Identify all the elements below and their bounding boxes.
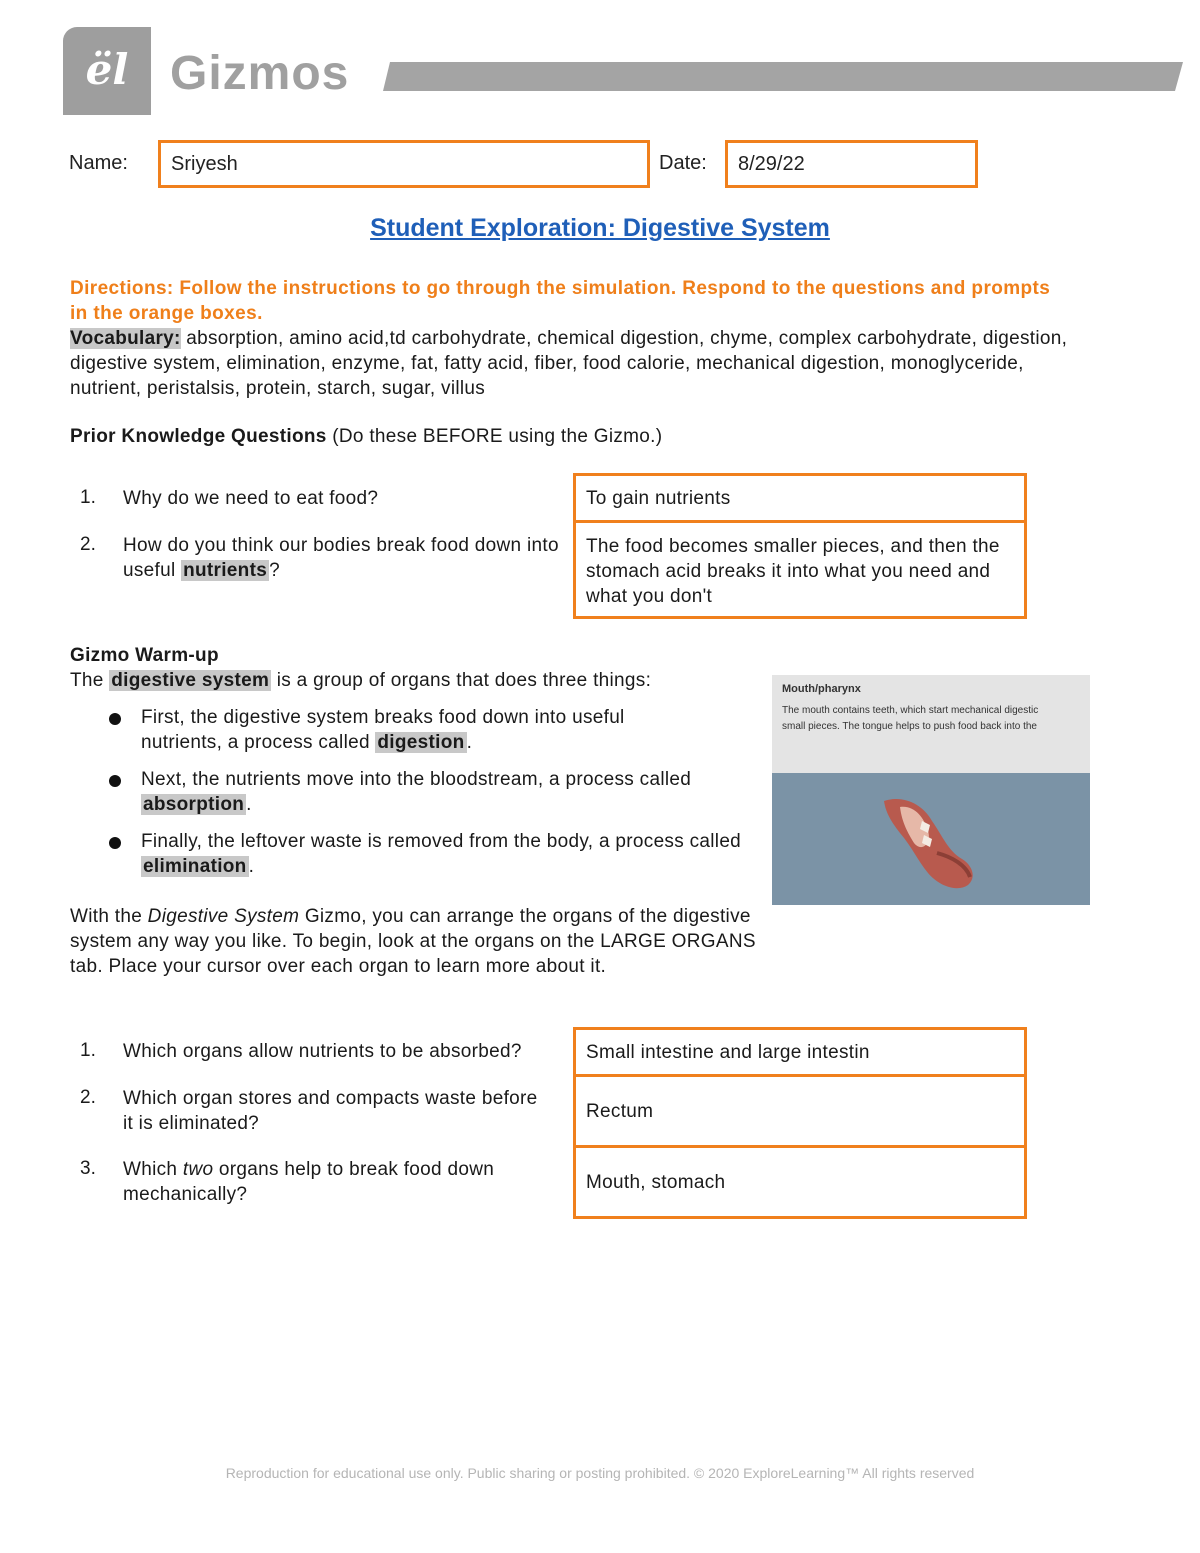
bullet-icon bbox=[109, 713, 121, 725]
bullet-icon bbox=[109, 837, 121, 849]
vocabulary-text: absorption, amino acid,td carbohydrate, chemical digestion, chyme, complex carbohydrate, digestion, digestive system, elimination, enzyme, fat, fatty acid, fiber, food calorie, mechanical digestion, monoglyceride, nutrient, peristalsis, protein, starch, sugar, villus bbox=[70, 328, 1068, 399]
warmup-bullet-text: Finally, the leftover waste is removed from the body, a process called elimination . bbox=[141, 831, 742, 877]
bullet-icon bbox=[109, 775, 121, 787]
name-field[interactable]: Sriyesh bbox=[158, 140, 650, 188]
warmup-intro: The digestive system is a group of organs that does three things: bbox=[70, 670, 652, 691]
question-number: 2. bbox=[80, 1087, 96, 1108]
warmup-heading: Gizmo Warm-up bbox=[70, 645, 219, 666]
mouth-organ-icon bbox=[772, 773, 1090, 905]
highlight-term: digestive system bbox=[111, 670, 270, 691]
gizmo-screenshot bbox=[772, 675, 1090, 905]
date-label: Date: bbox=[659, 152, 707, 174]
highlight-term: nutrients bbox=[183, 560, 268, 581]
pk-question-number: 1. bbox=[80, 487, 96, 508]
warmup-paragraph: With the Digestive System Gizmo, you can arrange the organs of the digestive system any way you like. To begin, look at the organs on the LARGE ORGANS tab. Place your cursor over each organ to learn more about it. bbox=[70, 906, 756, 977]
directions-text: Directions: Follow the instructions to go through the simulation. Respond to the questions and prompts in the orange boxes. bbox=[70, 278, 1051, 324]
pk-question-text: How do you think our bodies break food down into useful nutrients ? bbox=[123, 535, 559, 581]
highlight-term: absorption bbox=[143, 794, 245, 815]
header-stripe bbox=[0, 0, 1200, 100]
pk-answer-box[interactable]: To gain nutrients bbox=[573, 473, 1027, 523]
name-label: Name: bbox=[69, 152, 128, 174]
question-text: Which two organs help to break food down mechanically? bbox=[123, 1159, 495, 1205]
page-title: Student Exploration: Digestive System bbox=[370, 214, 830, 242]
highlight-term: digestion bbox=[377, 732, 465, 753]
pk-question-number: 2. bbox=[80, 534, 96, 555]
answer-box[interactable]: Rectum bbox=[573, 1074, 1027, 1148]
panel-text: The mouth contains teeth, which start mechanical digestic small pieces. The tongue helps to push food back into the bbox=[782, 705, 1039, 732]
highlight-term: elimination bbox=[143, 856, 247, 877]
pk-answer-box[interactable]: The food becomes smaller pieces, and then the stomach acid breaks it into what you need and what you don't bbox=[573, 520, 1027, 619]
vocabulary-paragraph bbox=[70, 326, 1080, 401]
panel-title: Mouth/pharynx bbox=[782, 683, 861, 695]
footer-copyright: Reproduction for educational use only. Public sharing or posting prohibited. © 2020 ExploreLearning™ All rights reserved bbox=[225, 1465, 975, 1481]
brand-name: Gizmos bbox=[170, 47, 350, 100]
date-field[interactable]: 8/29/22 bbox=[725, 140, 978, 188]
prior-knowledge-heading: Prior Knowledge Questions (Do these BEFORE using the Gizmo.) bbox=[70, 426, 663, 447]
warmup-bullet-text: First, the digestive system breaks food down into useful nutrients, a process called digestion . bbox=[141, 707, 625, 753]
question-text: Which organ stores and compacts waste before it is eliminated? bbox=[123, 1088, 538, 1134]
warmup-bullet-text: Next, the nutrients move into the bloodstream, a process called absorption . bbox=[141, 769, 692, 815]
answer-box[interactable]: Mouth, stomach bbox=[573, 1145, 1027, 1219]
question-number: 1. bbox=[80, 1040, 96, 1061]
answer-box[interactable]: Small intestine and large intestin bbox=[573, 1027, 1027, 1077]
question-text: Which organs allow nutrients to be absorbed? bbox=[123, 1041, 522, 1062]
panel-viewport bbox=[772, 773, 1090, 905]
vocabulary-label: Vocabulary: bbox=[70, 328, 181, 349]
pk-question-text: Why do we need to eat food? bbox=[123, 488, 379, 509]
el-logo-icon: ël bbox=[85, 45, 129, 94]
question-number: 3. bbox=[80, 1158, 96, 1179]
